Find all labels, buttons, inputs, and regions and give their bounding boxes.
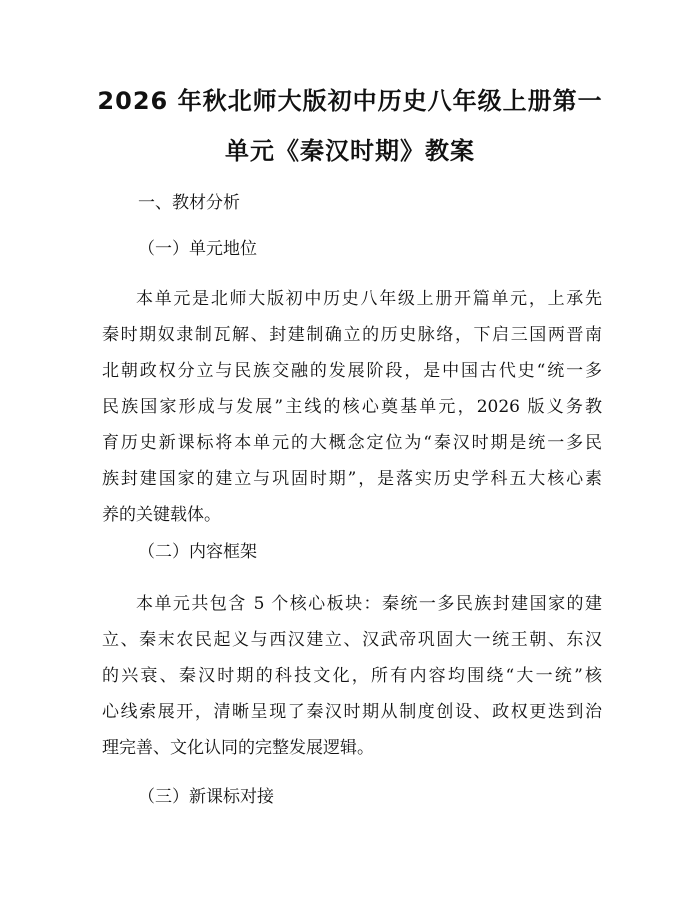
document-title-line-2: 单元《秦汉时期》教案 (225, 137, 475, 165)
document-title-line-1: 2026 年秋北师大版初中历史八年级上册第一 (97, 87, 603, 115)
subheading-unit-position: （一）单元地位 (138, 239, 257, 259)
paragraph-line: 北朝政权分立与民族交融的发展阶段，是中国古代史“统一多 (102, 361, 602, 381)
paragraph-line: 的兴衰、秦汉时期的科技文化，所有内容均围绕“大一统”核 (102, 666, 602, 686)
paragraph-line: 秦时期奴隶制瓦解、封建制确立的历史脉络，下启三国两晋南 (102, 325, 602, 345)
paragraph-line: 本单元是北师大版初中历史八年级上册开篇单元，上承先 (136, 289, 602, 309)
paragraph-line: 心线索展开，清晰呈现了秦汉时期从制度创设、政权更迭到治 (102, 702, 602, 722)
paragraph-line: 族封建国家的建立与巩固时期”，是落实历史学科五大核心素 (102, 469, 602, 489)
paragraph-line: 养的关键载体。 (102, 505, 221, 525)
paragraph-line: 理完善、文化认同的完整发展逻辑。 (102, 738, 374, 758)
subheading-content-framework: （二）内容框架 (138, 542, 257, 562)
paragraph-line: 民族国家形成与发展”主线的核心奠基单元，2026 版义务教 (102, 397, 602, 417)
paragraph-line: 立、秦末农民起义与西汉建立、汉武帝巩固大一统王朝、东汉 (102, 630, 602, 650)
section-heading-textbook-analysis: 一、教材分析 (138, 193, 240, 213)
paragraph-line: 育历史新课标将本单元的大概念定位为“秦汉时期是统一多民 (102, 433, 602, 453)
paragraph-line: 本单元共包含 5 个核心板块：秦统一多民族封建国家的建 (136, 594, 602, 614)
subheading-curriculum-alignment: （三）新课标对接 (138, 787, 274, 807)
